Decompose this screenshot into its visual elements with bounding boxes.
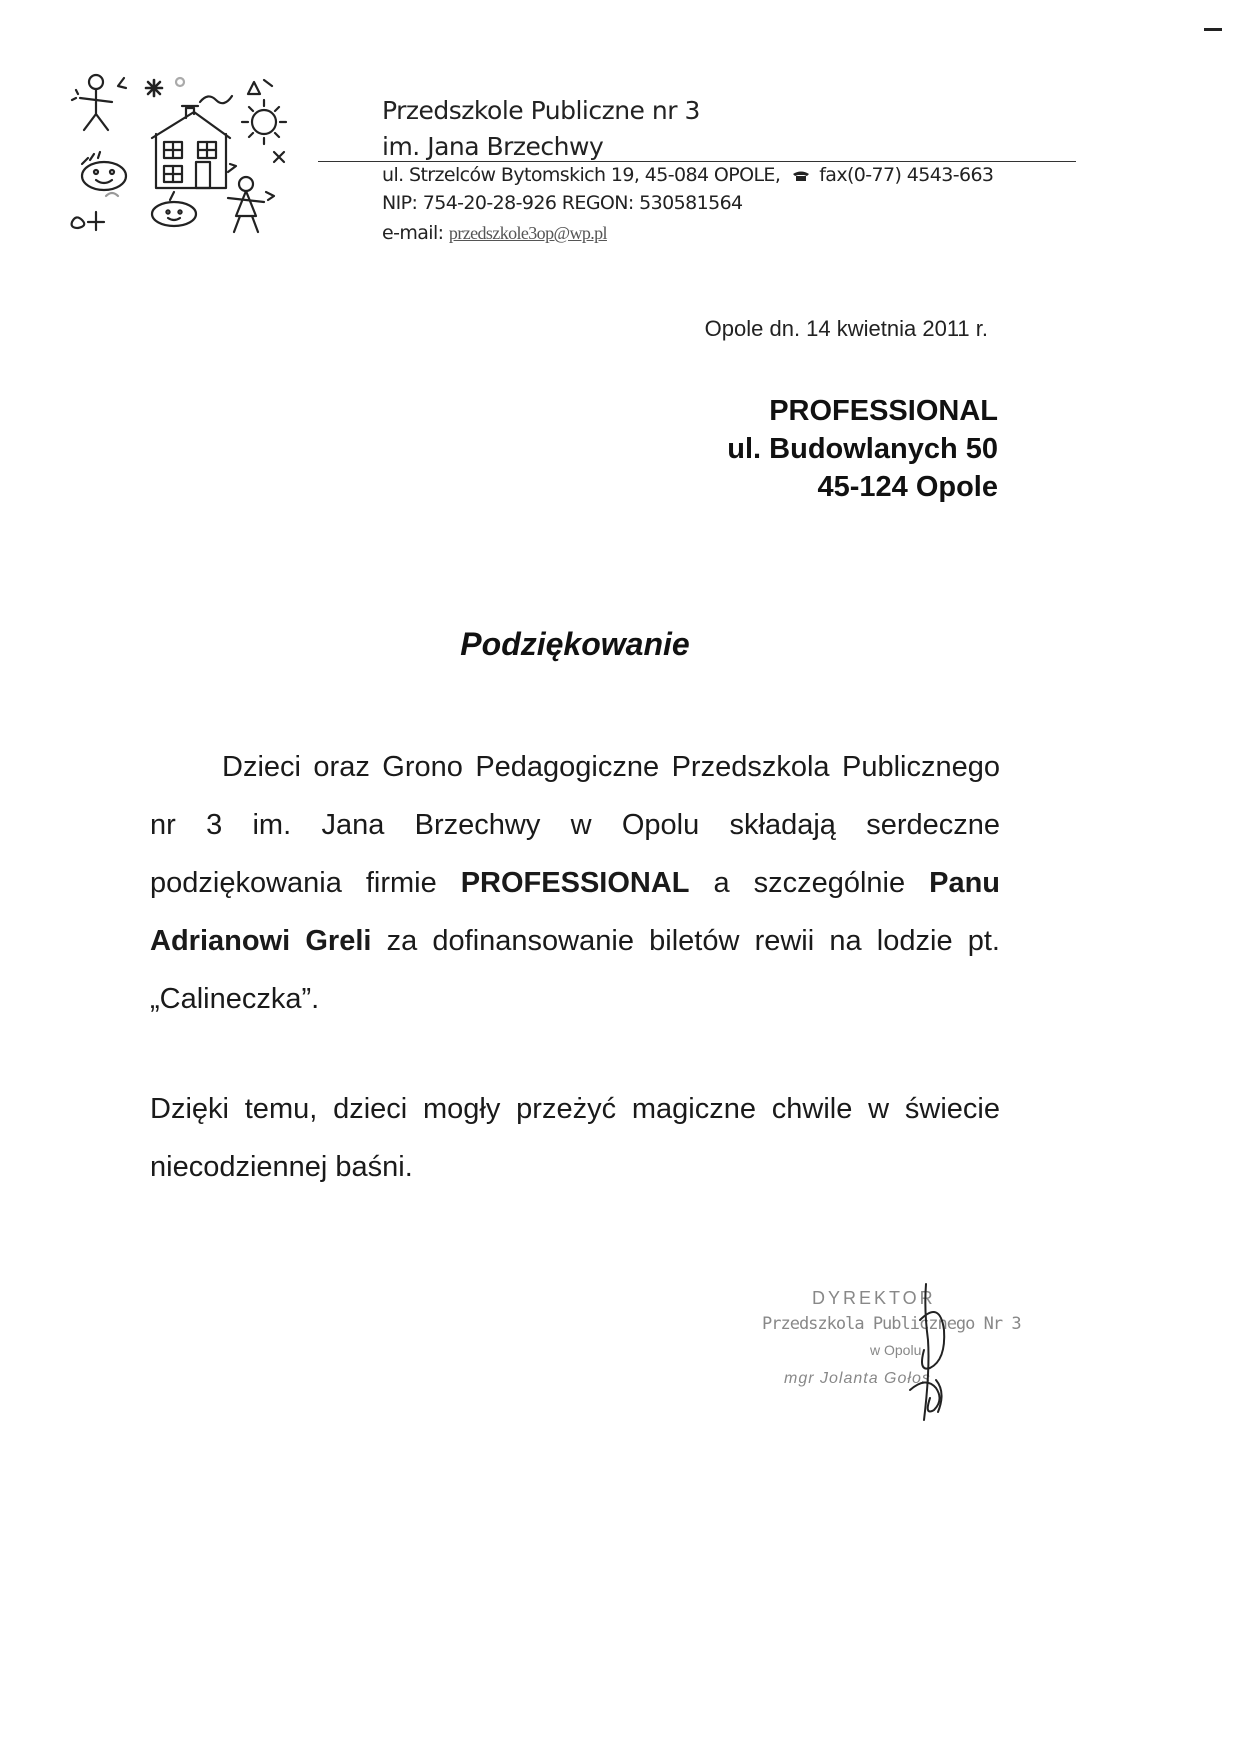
- address-text: ul. Strzelców Bytomskich 19, 45-084 OPOLE,: [382, 164, 781, 186]
- scan-mark: [1204, 28, 1222, 31]
- handwritten-signature: [740, 1280, 1000, 1440]
- phone-icon: [792, 170, 810, 181]
- recipient-name: PROFESSIONAL: [769, 395, 998, 427]
- email-line: [382, 222, 607, 244]
- body-paragraph-2: Dzięki temu, dzieci mogły przeżyć magiczne chwile w świecie niecodziennej baśni.: [150, 1093, 1000, 1183]
- fax-text: fax(0-77) 4543-663: [819, 164, 994, 186]
- person-name: Panu Adrianowi Greli: [150, 867, 1001, 957]
- recipient-block: [727, 392, 998, 506]
- email-link[interactable]: przedszkole3op@wp.pl: [448, 223, 607, 243]
- contact-line: [382, 164, 993, 186]
- nip-regon-text: NIP: 754-20-28-926 REGON: 530581564: [382, 192, 743, 214]
- recipient-city: 45-124 Opole: [817, 471, 998, 503]
- recipient-street: ul. Budowlanych 50: [727, 433, 998, 465]
- letter-date: Opole dn. 14 kwietnia 2011 r.: [704, 316, 988, 341]
- stamp-title: DYREKTOR: [812, 1288, 936, 1308]
- kindergarten-logo: [68, 72, 318, 262]
- letter-title: Podziękowanie: [460, 626, 690, 662]
- paragraph1-part3: za dofinansowanie biletów rewii na lodzie pt. „Calineczka”.: [150, 925, 1000, 1015]
- director-stamp: [740, 1280, 1021, 1440]
- institution-patron: im. Jana Brzechwy: [382, 132, 604, 161]
- company-name: PROFESSIONAL: [460, 867, 690, 899]
- stamp-institution: Przedszkola Publicznego Nr 3: [762, 1314, 1021, 1334]
- institution-name: Przedszkole Publiczne nr 3: [382, 96, 700, 125]
- paragraph1-part2: a szczególnie: [689, 867, 930, 899]
- paragraph1-part1: Dzieci oraz Grono Pedagogiczne Przedszkola Publicznego nr 3 im. Jana Brzechwy w Opolu składają serdeczne podziękowania firmie: [150, 751, 1000, 899]
- stamp-city: w Opolu: [870, 1342, 922, 1358]
- body-paragraph-1: [150, 738, 1000, 1028]
- stamp-name: mgr Jolanta Gołos: [784, 1370, 931, 1387]
- email-label: e-mail:: [382, 222, 444, 244]
- header-divider: [318, 161, 1076, 162]
